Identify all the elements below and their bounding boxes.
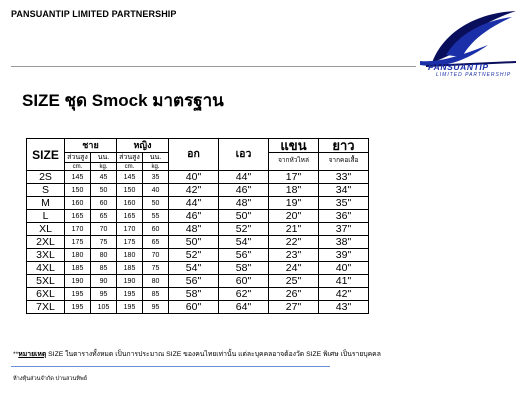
cell-female-weight: 70 — [143, 249, 169, 262]
cell-chest: 44" — [169, 197, 219, 210]
cell-male-weight: 70 — [91, 223, 117, 236]
cell-chest: 42" — [169, 184, 219, 197]
note — [13, 348, 381, 359]
header-row-1 — [27, 139, 369, 153]
header-sleeve-sub: จากหัวไหล่ — [269, 153, 319, 171]
unit-kg: kg. — [143, 163, 169, 171]
cell-waist: 60" — [219, 275, 269, 288]
cell-length: 34" — [319, 184, 369, 197]
cell-chest: 40" — [169, 171, 219, 184]
header-male-weight: นน. — [91, 153, 117, 163]
cell-length: 36" — [319, 210, 369, 223]
cell-waist: 56" — [219, 249, 269, 262]
size-table — [26, 138, 369, 314]
unit-kg: kg. — [91, 163, 117, 171]
unit-cm: cm. — [117, 163, 143, 171]
cell-male-height: 190 — [65, 275, 91, 288]
note-text: SIZE ในตารางทั้งหมด เป็นการประมาณ SIZE ของคนไทยเท่านั้น แต่ละบุคคลอาจต้องวัด SIZE พิเศษ เป็นรายบุคคล — [46, 351, 381, 358]
header-male-height: ส่วนสูง — [65, 153, 91, 163]
table-row — [27, 249, 369, 262]
cell-female-height: 195 — [117, 288, 143, 301]
header-length-sub: จากคอเสื้อ — [319, 153, 369, 171]
cell-female-height: 185 — [117, 262, 143, 275]
page-title: SIZE ชุด Smock มาตรฐาน — [22, 91, 224, 110]
cell-length: 38" — [319, 236, 369, 249]
cell-waist: 44" — [219, 171, 269, 184]
cell-size: 2XL — [27, 236, 65, 249]
header-chest: อก — [169, 139, 219, 171]
cell-female-height: 190 — [117, 275, 143, 288]
cell-male-height: 145 — [65, 171, 91, 184]
cell-chest: 58" — [169, 288, 219, 301]
cell-size: 3XL — [27, 249, 65, 262]
header-sleeve: แขน — [269, 139, 319, 153]
cell-waist: 50" — [219, 210, 269, 223]
cell-size: S — [27, 184, 65, 197]
table-row — [27, 275, 369, 288]
table-row — [27, 197, 369, 210]
cell-female-weight: 95 — [143, 301, 169, 314]
cell-length: 33" — [319, 171, 369, 184]
company-name: PANSUANTIP LIMITED PARTNERSHIP — [11, 9, 177, 19]
cell-male-height: 195 — [65, 301, 91, 314]
cell-chest: 52" — [169, 249, 219, 262]
table-row — [27, 184, 369, 197]
footer-company: ห้างหุ้นส่วนจำกัด ปานสวนทิพย์ — [13, 376, 87, 382]
cell-size: 2S — [27, 171, 65, 184]
cell-male-weight: 85 — [91, 262, 117, 275]
header-female: หญิง — [117, 139, 169, 153]
cell-size: M — [27, 197, 65, 210]
cell-size: L — [27, 210, 65, 223]
cell-female-weight: 40 — [143, 184, 169, 197]
cell-length: 42" — [319, 288, 369, 301]
cell-sleeve: 27" — [269, 301, 319, 314]
cell-sleeve: 20" — [269, 210, 319, 223]
cell-male-height: 185 — [65, 262, 91, 275]
cell-sleeve: 22" — [269, 236, 319, 249]
unit-cm: cm. — [65, 163, 91, 171]
cell-sleeve: 19" — [269, 197, 319, 210]
cell-chest: 50" — [169, 236, 219, 249]
cell-female-height: 160 — [117, 197, 143, 210]
cell-waist: 48" — [219, 197, 269, 210]
cell-male-weight: 45 — [91, 171, 117, 184]
cell-female-height: 180 — [117, 249, 143, 262]
cell-female-height: 150 — [117, 184, 143, 197]
cell-male-height: 170 — [65, 223, 91, 236]
cell-female-weight: 35 — [143, 171, 169, 184]
note-prefix: ** — [13, 351, 19, 358]
note-label: หมายเหตุ — [18, 351, 47, 358]
cell-size: 6XL — [27, 288, 65, 301]
header-size: SIZE — [27, 139, 65, 171]
cell-size: XL — [27, 223, 65, 236]
cell-waist: 46" — [219, 184, 269, 197]
cell-length: 43" — [319, 301, 369, 314]
cell-male-height: 180 — [65, 249, 91, 262]
cell-male-weight: 105 — [91, 301, 117, 314]
cell-male-weight: 80 — [91, 249, 117, 262]
table-row — [27, 210, 369, 223]
cell-length: 35" — [319, 197, 369, 210]
cell-female-weight: 60 — [143, 223, 169, 236]
cell-chest: 60" — [169, 301, 219, 314]
cell-sleeve: 24" — [269, 262, 319, 275]
cell-length: 41" — [319, 275, 369, 288]
cell-size: 4XL — [27, 262, 65, 275]
cell-waist: 62" — [219, 288, 269, 301]
header-length: ยาว — [319, 139, 369, 153]
cell-sleeve: 18" — [269, 184, 319, 197]
cell-female-height: 145 — [117, 171, 143, 184]
cell-waist: 52" — [219, 223, 269, 236]
cell-male-height: 175 — [65, 236, 91, 249]
cell-sleeve: 17" — [269, 171, 319, 184]
logo-brand: PANSUANTIP — [428, 62, 489, 72]
table-row — [27, 171, 369, 184]
cell-female-weight: 50 — [143, 197, 169, 210]
header-male: ชาย — [65, 139, 117, 153]
table-row — [27, 288, 369, 301]
cell-male-weight: 50 — [91, 184, 117, 197]
cell-chest: 54" — [169, 262, 219, 275]
header-divider — [11, 66, 416, 67]
cell-male-weight: 95 — [91, 288, 117, 301]
cell-length: 39" — [319, 249, 369, 262]
cell-sleeve: 26" — [269, 288, 319, 301]
footer-divider — [11, 366, 330, 367]
cell-female-weight: 55 — [143, 210, 169, 223]
cell-waist: 58" — [219, 262, 269, 275]
logo-subtitle: LIMITED PARTNERSHIP — [436, 72, 512, 78]
header-female-weight: นน. — [143, 153, 169, 163]
cell-male-height: 165 — [65, 210, 91, 223]
cell-female-height: 170 — [117, 223, 143, 236]
cell-female-height: 195 — [117, 301, 143, 314]
header-waist: เอว — [219, 139, 269, 171]
cell-female-weight: 75 — [143, 262, 169, 275]
cell-size: 7XL — [27, 301, 65, 314]
cell-male-height: 150 — [65, 184, 91, 197]
cell-waist: 54" — [219, 236, 269, 249]
table-row — [27, 223, 369, 236]
cell-chest: 46" — [169, 210, 219, 223]
header-female-height: ส่วนสูง — [117, 153, 143, 163]
cell-female-height: 175 — [117, 236, 143, 249]
cell-chest: 48" — [169, 223, 219, 236]
cell-male-weight: 75 — [91, 236, 117, 249]
cell-male-height: 195 — [65, 288, 91, 301]
cell-sleeve: 21" — [269, 223, 319, 236]
cell-female-weight: 65 — [143, 236, 169, 249]
cell-waist: 64" — [219, 301, 269, 314]
cell-size: 5XL — [27, 275, 65, 288]
cell-sleeve: 25" — [269, 275, 319, 288]
cell-male-weight: 60 — [91, 197, 117, 210]
table-row — [27, 301, 369, 314]
cell-male-weight: 90 — [91, 275, 117, 288]
cell-female-weight: 80 — [143, 275, 169, 288]
table-row — [27, 262, 369, 275]
cell-male-weight: 65 — [91, 210, 117, 223]
cell-sleeve: 23" — [269, 249, 319, 262]
cell-length: 40" — [319, 262, 369, 275]
cell-male-height: 160 — [65, 197, 91, 210]
table-row — [27, 236, 369, 249]
cell-female-weight: 85 — [143, 288, 169, 301]
cell-female-height: 165 — [117, 210, 143, 223]
cell-length: 37" — [319, 223, 369, 236]
cell-chest: 56" — [169, 275, 219, 288]
